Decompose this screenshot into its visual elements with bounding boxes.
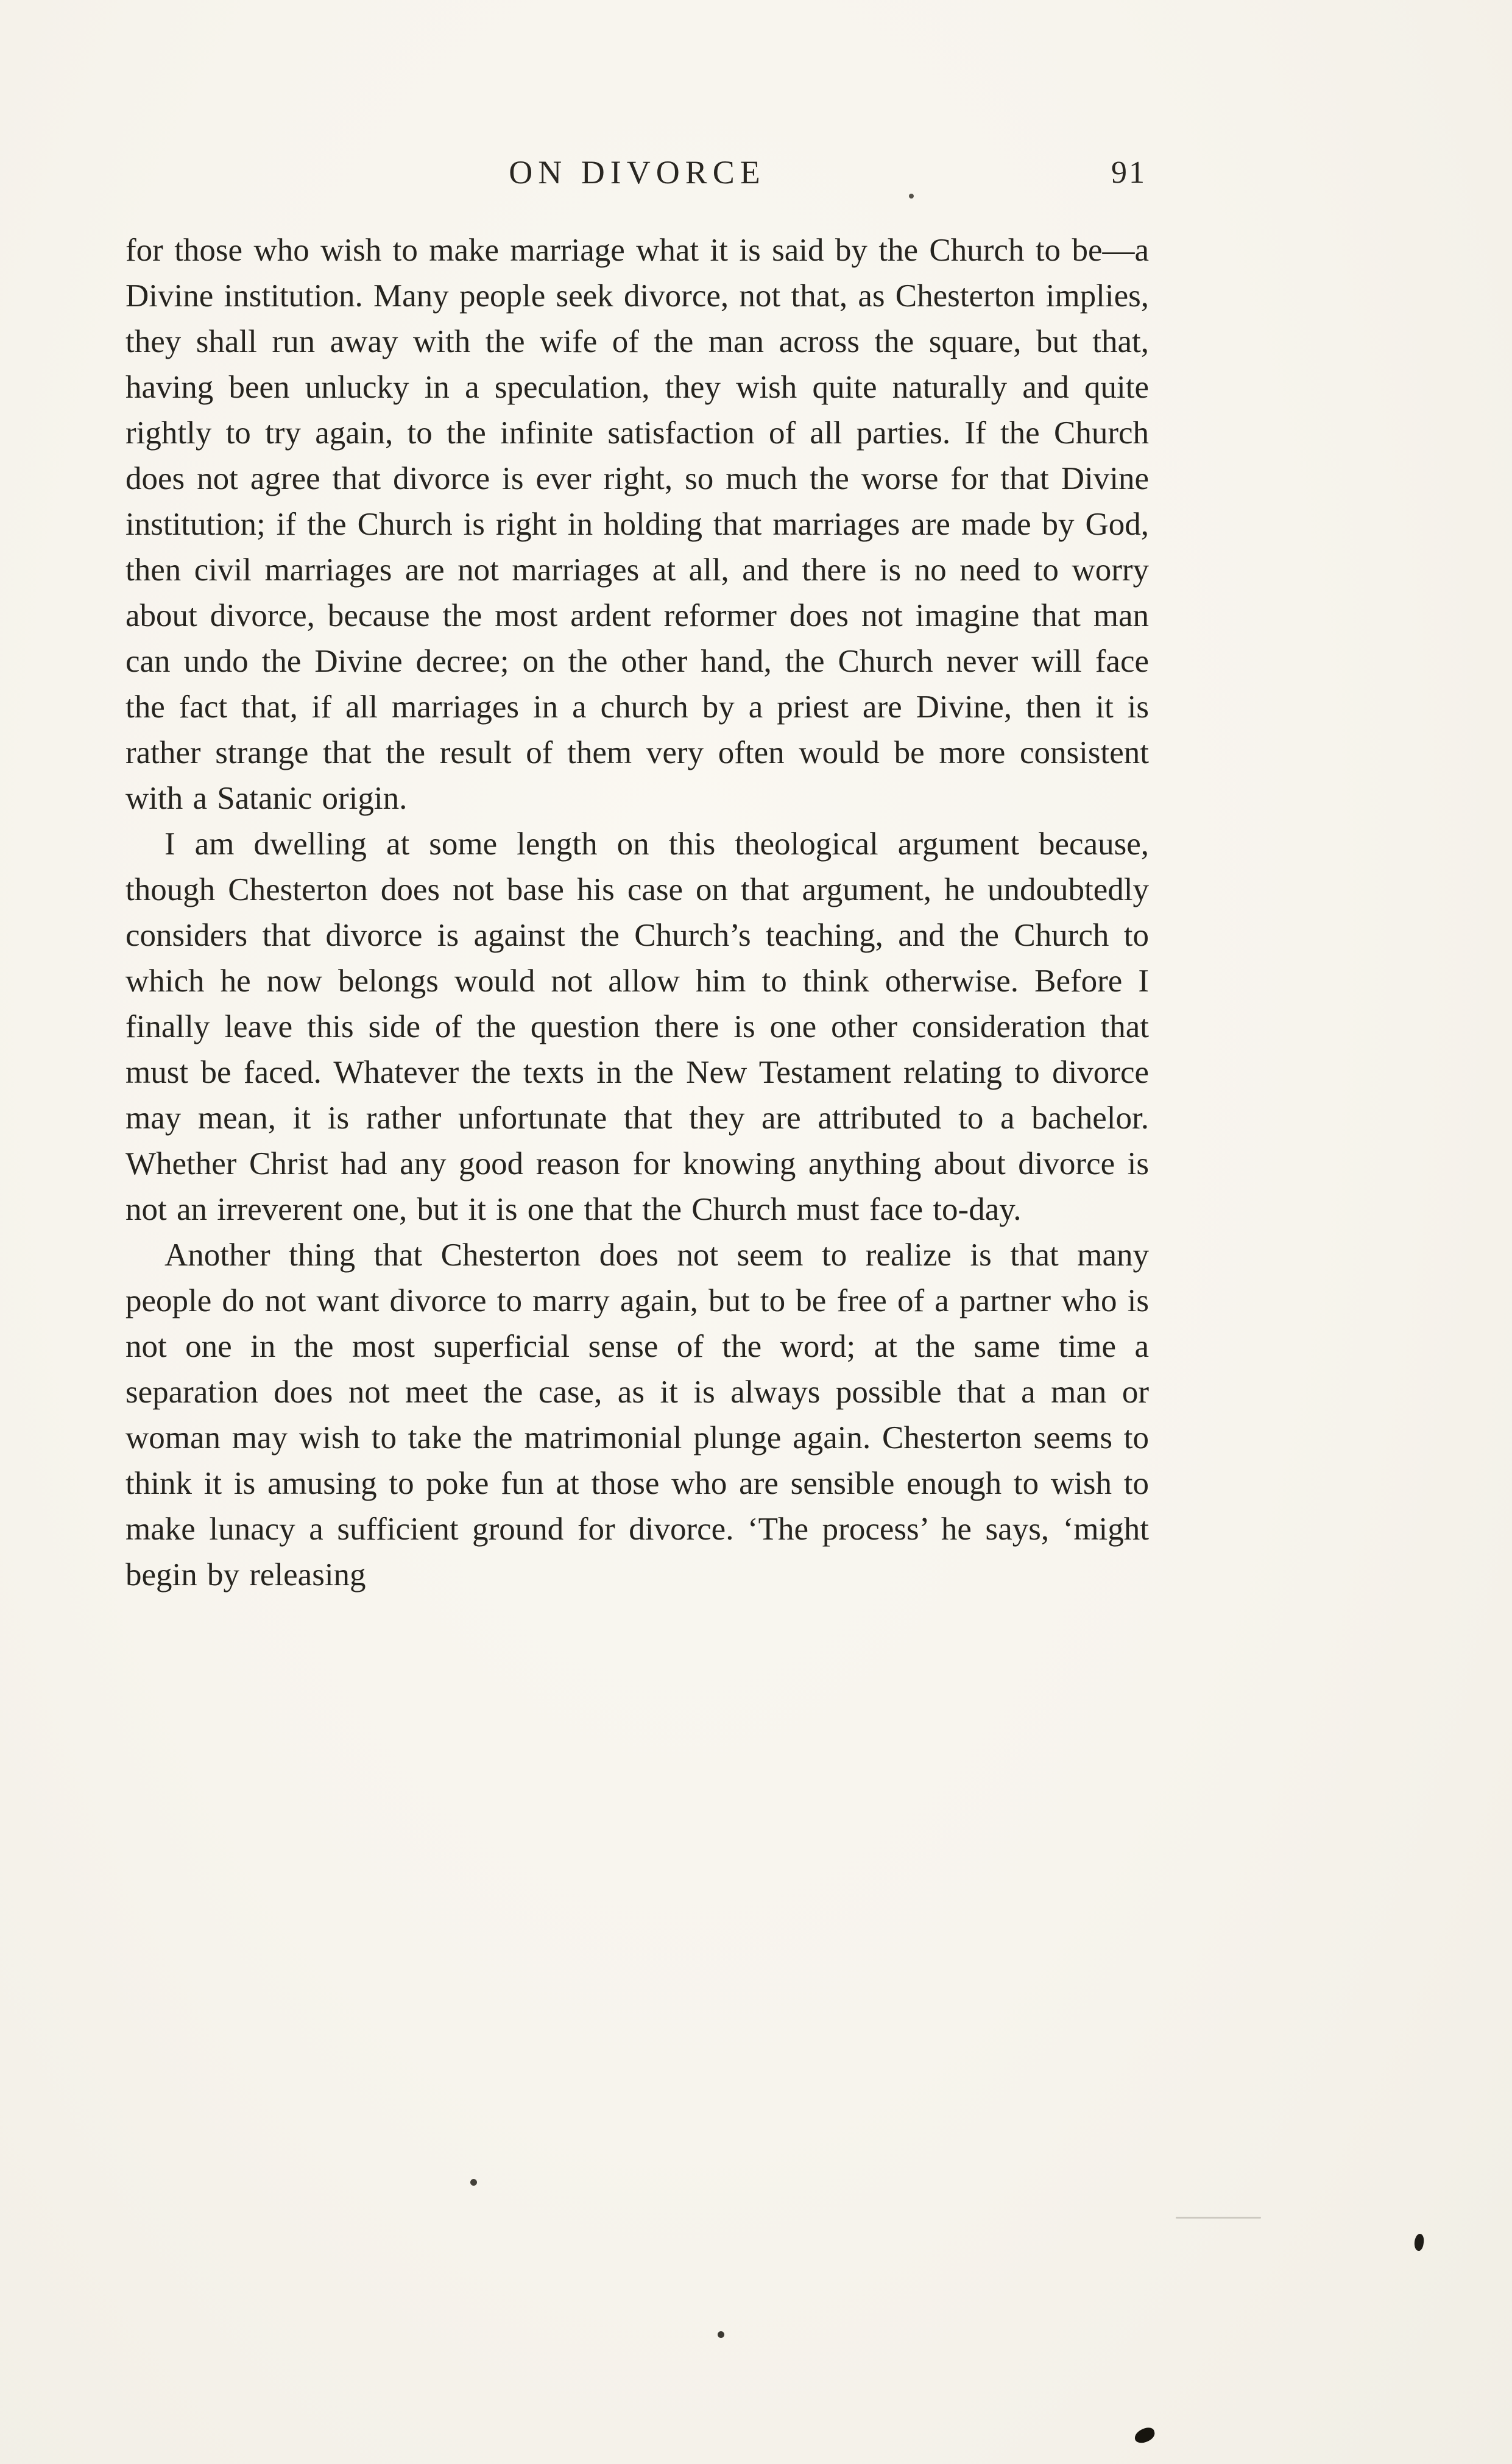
scan-speck-bottom-dot	[718, 2331, 724, 2338]
page-title: ON DIVORCE	[509, 154, 766, 191]
scan-speck-header-dot	[909, 194, 914, 199]
scan-speck-right-drop	[1413, 2233, 1425, 2251]
running-head	[125, 153, 1149, 202]
paragraph-1: for those who wish to make marriage what it is said by the Church to be—a Divine institution. Many people seek divorce, not that, as Chesterton implies, they shall run away with the wife of the man across the square, but that, having been unlucky in a speculation, they wish quite naturally and quite rightly to try again, to the infinite satisfaction of all parties. If the Church does not agree that divorce is ever right, so much the worse for that Divine institution; if the Church is right in holding that marriages are made by God, then civil marriages are not marriages at all, and there is no need to worry about divorce, because the most ardent reformer does not imagine that man can undo the Divine decree; on the other hand, the Church never will face the fact that, if all marriages in a church by a priest are Divine, then it is rather strange that the result of them very often would be more consistent with a Satanic origin.	[125, 233, 1149, 816]
paragraph-3: Another thing that Chesterton does not seem to realize is that many people do not want divorce to marry again, but to be free of a partner who is not one in the most superficial sense of the word; at the same time a separation does not meet the case, as it is always possible that a man or woman may wish to take the matrimonial plunge again. Chesterton seems to think it is amusing to poke fun at those who are sensible enough to wish to make lunacy a sufficient ground for divorce. ‘The process’ he says, ‘might begin by releasing	[125, 1237, 1149, 1593]
scan-speck-mid-dot	[470, 2179, 477, 2186]
text-block	[125, 153, 1149, 1598]
scan-speck-corner-blob	[1132, 2426, 1156, 2445]
page-number: 91	[1111, 155, 1146, 190]
scan-artifact-line	[1176, 2217, 1261, 2219]
body-text	[125, 228, 1149, 1598]
paragraph-2: I am dwelling at some length on this theological argument because, though Chesterton does not base his case on that argument, he undoubtedly considers that divorce is against the Church’s teaching, and the Church to which he now belongs would not allow him to think otherwise. Before I finally leave this side of the question there is one other consideration that must be faced. Whatever the texts in the New Testament relating to divorce may mean, it is rather unfortunate that they are attributed to a bachelor. Whether Christ had any good reason for knowing anything about divorce is not an irreverent one, but it is one that the Church must face to-day.	[125, 826, 1149, 1227]
